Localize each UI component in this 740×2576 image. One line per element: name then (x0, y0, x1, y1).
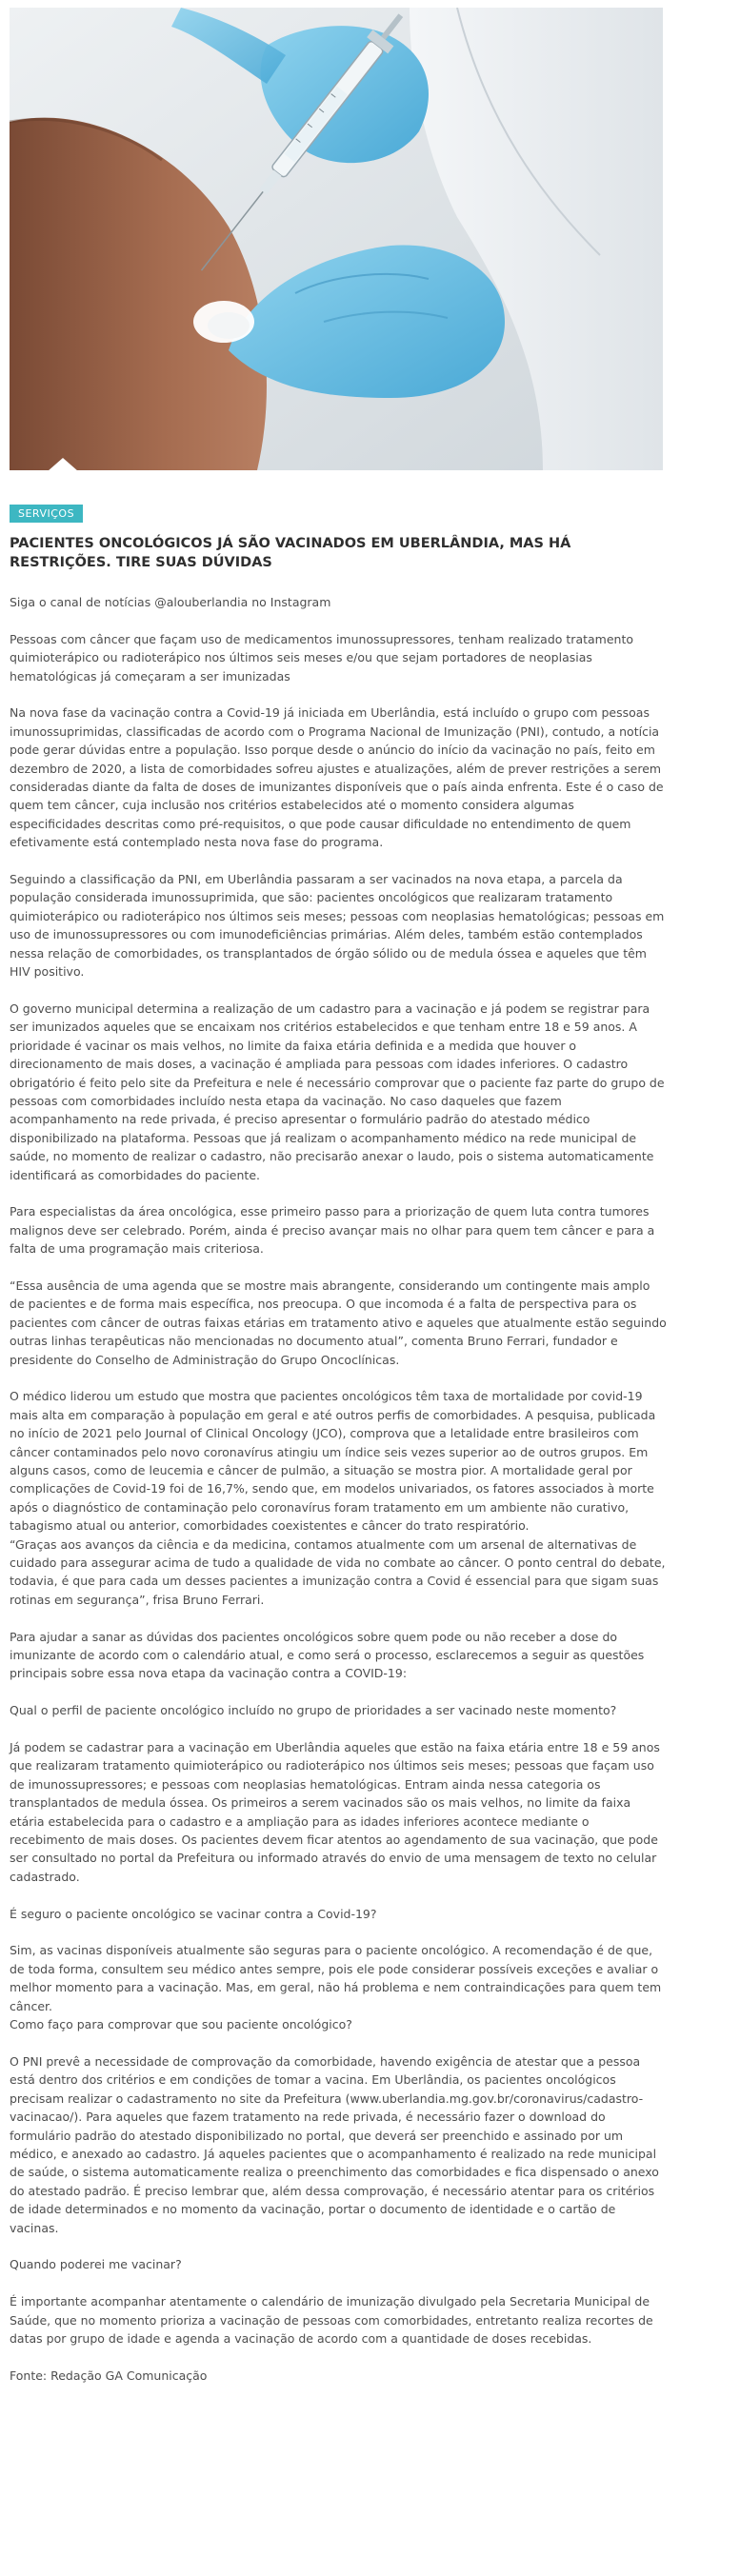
article-paragraph: O médico liderou um estudo que mostra que pacientes oncológicos têm taxa de mortalidade por covid-19 mais alta em comparação à população em geral e até outros perfis de comorbidades. A pesquisa, publicada no início de 2021 pelo Journal of Clinical Oncology (JCO), comprova que a letalidade entre brasileiros com câncer contaminados pelo novo coronavírus atingiu um índice seis vezes superior ao de outros grupos. Em alguns casos, como de leucemia e câncer de pulmão, a situação se mostra pior. A mortalidade geral por complicações de Covid-19 foi de 16,7%, sendo que, em modelos univariados, os fatores associados à morte após o diagnóstico de contaminação pelo coronavírus foram tratamento em um ambiente não curativo, tabagismo atual ou anterior, comorbidades coexistentes e câncer do trato respiratório. (10, 1389, 656, 1534)
vaccination-photo (10, 8, 663, 470)
faq-answer: Sim, as vacinas disponíveis atualmente são seguras para o paciente oncológico. A recomendação é de que, de toda forma, consultem seu médico antes sempre, pois ele pode considerar possíveis exceções e avaliar o melhor momento para a vacinação. Mas, em geral, não há problema e nem contraindicações para quem tem câncer. (10, 1943, 662, 2013)
article-quote: “Graças aos avanços da ciência e da medicina, contamos atualmente com um arsenal de alternativas de cuidado para assegurar acima de tudo a qualidade de vida no combate ao câncer. O ponto central do debate, todavia, é que para cada um desses pacientes a imunização contra a Covid é essencial para que sigam suas rotinas em segurança”, frisa Bruno Ferrari. (10, 1536, 666, 1607)
hero-notch (48, 458, 78, 470)
faq-question: Qual o perfil de paciente oncológico incluído no grupo de prioridades a ser vacinado neste momento? (10, 1703, 617, 1718)
article-body (10, 593, 667, 2385)
article-paragraph: Para especialistas da área oncológica, esse primeiro passo para a priorização de quem luta contra tumores malignos deve ser celebrado. Porém, ainda é preciso avançar mais no olhar para quem tem câncer e para a falta de uma programação mais criteriosa. (10, 1204, 655, 1257)
faq-answer: Já podem se cadastrar para a vacinação em Uberlândia aqueles que estão na faixa etária entre 18 e 59 anos que realizaram tratamento quimioterápico ou radioterápico nos últimos seis meses; pessoas que façam uso de imunossupressores; e pessoas com neoplasias hematológicas. Entram ainda nessa categoria os transplantados de medula óssea. Os primeiros a serem vacinados são os mais velhos, no limite da faixa etária estabelecida para o cadastro e a ampliação para as idades inferiores acontece mediante o recebimento de mais doses. Os pacientes devem ficar atentos ao agendamento de sua vacinação, que pode ser consultado no portal da Prefeitura ou informado através do envio de uma mensagem de texto no celular cadastrado. (10, 1740, 660, 1884)
faq-question: Como faço para comprovar que sou paciente oncológico? (10, 2017, 352, 2032)
faq-answer: O PNI prevê a necessidade de comprovação da comorbidade, havendo exigência de atestar que a pessoa está dentro dos critérios e em condições de tomar a vacina. Em Uberlândia, os pacientes oncológicos precisam realizar o cadastramento no site da Prefeitura (www.uberlandia.mg.gov.br/coronavirus/cadastro-vacinacao/). Para aqueles que fazem tratamento na rede privada, é necessário fazer o download do formulário padrão do atestado disponibilizado no portal, que deverá ser preenchido e assinado por um médico, e anexado ao cadastro. Já aqueles pacientes que o acompanhamento é realizado na rede municipal de saúde, o sistema automaticamente realiza o preenchimento das comorbidades e fica dispensado o anexo do atestado padrão. É preciso lembrar que, além dessa comprovação, é necessário atentar para os critérios de idade determinados e no momento da vacinação, portar o documento de identidade e o cartão de vacinas. (10, 2053, 659, 2235)
article-quote: “Essa ausência de uma agenda que se mostre mais abrangente, considerando um contingente mais amplo de pacientes e de forma mais específica, nos preocupa. O que incomoda é a falta de perspectiva para os pacientes com câncer de outras faixas etárias em tratamento ativo e aqueles que atualmente estão seguindo outras linhas terapêuticas não mencionadas no documento atual”, comenta Bruno Ferrari, fundador e presidente do Conselho de Administração do Grupo Oncoclínicas. (10, 1278, 667, 1367)
category-badge[interactable]: SERVIÇOS (10, 505, 83, 523)
article-source: Fonte: Redação GA Comunicação (10, 2368, 208, 2383)
article-paragraph: Para ajudar a sanar as dúvidas dos pacientes oncológicos sobre quem pode ou não receber a dose do imunizante de acordo com o calendário atual, e como será o processo, esclarecemos a seguir as questões principais sobre essa nova etapa da vacinação contra a COVID-19: (10, 1629, 645, 1681)
instagram-cta: Siga o canal de notícias @alouberlandia no Instagram (10, 595, 331, 609)
article (10, 8, 672, 2385)
article-lead: Pessoas com câncer que façam uso de medicamentos imunossupressores, tenham realizado tratamento quimioterápico ou radioterápico nos últimos seis meses e/ou que sejam portadores de neoplasias hematológicas já começaram a ser imunizadas (10, 631, 633, 684)
article-paragraph: Na nova fase da vacinação contra a Covid-19 já iniciada em Uberlândia, está incluído o grupo com pessoas imunossuprimidas, classificadas de acordo com o Programa Nacional de Imunização (PNI), contudo, a notícia pode gerar dúvidas entre a população. Isso porque desde o anúncio do início da vacinação no país, feito em dezembro de 2020, a lista de comorbidades sofreu ajustes e atualizações, além de prever restrições a serem consideradas diante da falta de doses de imunizantes disponíveis que o país ainda enfrenta. Este é o caso de quem tem câncer, cuja inclusão nos critérios estabelecidos até o momento considera algumas especificidades descritas como pré-requisitos, o que pode causar dificuldade no entendimento de quem efetivamente está contemplado nesta nova fase do programa. (10, 705, 664, 850)
article-paragraph: Seguindo a classificação da PNI, em Uberlândia passaram a ser vacinados na nova etapa, a parcela da população considerada imunossuprimida, que são: pacientes oncológicos que realizaram tratamento quimioterápico ou radioterápico nos últimos seis meses; pessoas com neoplasias hematológicas; pessoas em uso de imunossupressores ou com imunodeficiências primárias. Além deles, também estão contemplados nessa relação de comorbidades, os transplantados de órgão sólido ou de medula óssea e aqueles que têm HIV positivo. (10, 872, 665, 980)
hero-image (10, 8, 663, 470)
faq-question: Quando poderei me vacinar? (10, 2257, 182, 2272)
faq-answer: É importante acompanhar atentamente o calendário de imunização divulgado pela Secretaria Municipal de Saúde, que no momento prioriza a vacinação de pessoas com comorbidades, entretanto realiza recortes de datas por grupo de idade e agenda a vacinação de acordo com a quantidade de doses recebidas. (10, 2294, 653, 2346)
article-paragraph: O governo municipal determina a realização de um cadastro para a vacinação e já podem se registrar para ser imunizados aqueles que se encaixam nos critérios estabelecidos e que tenham entre 18 e 59 anos. A prioridade é vacinar os mais velhos, no limite da faixa etária definida e a medida que houver o direcionamento de mais doses, a vacinação é ampliada para pessoas com idades inferiores. O cadastro obrigatório é feito pelo site da Prefeitura e nele é necessário comprovar que o paciente faz parte do grupo de pessoas com comorbidades incluído nesta etapa da vacinação. No caso daqueles que fazem acompanhamento na rede privada, é preciso apresentar o formulário padrão do atestado médico disponibilizado na plataforma. Pessoas que já realizam o acompanhamento médico na rede municipal de saúde, no momento de realizar o cadastro, não precisarão anexar o laudo, pois o sistema automaticamente identificará as comorbidades do paciente. (10, 1001, 665, 1182)
faq-question: É seguro o paciente oncológico se vacinar contra a Covid-19? (10, 1906, 377, 1921)
article-title: PACIENTES ONCOLÓGICOS JÁ SÃO VACINADOS EM UBERLÂNDIA, MAS HÁ RESTRIÇÕES. TIRE SUAS DÚVIDAS (10, 536, 571, 570)
